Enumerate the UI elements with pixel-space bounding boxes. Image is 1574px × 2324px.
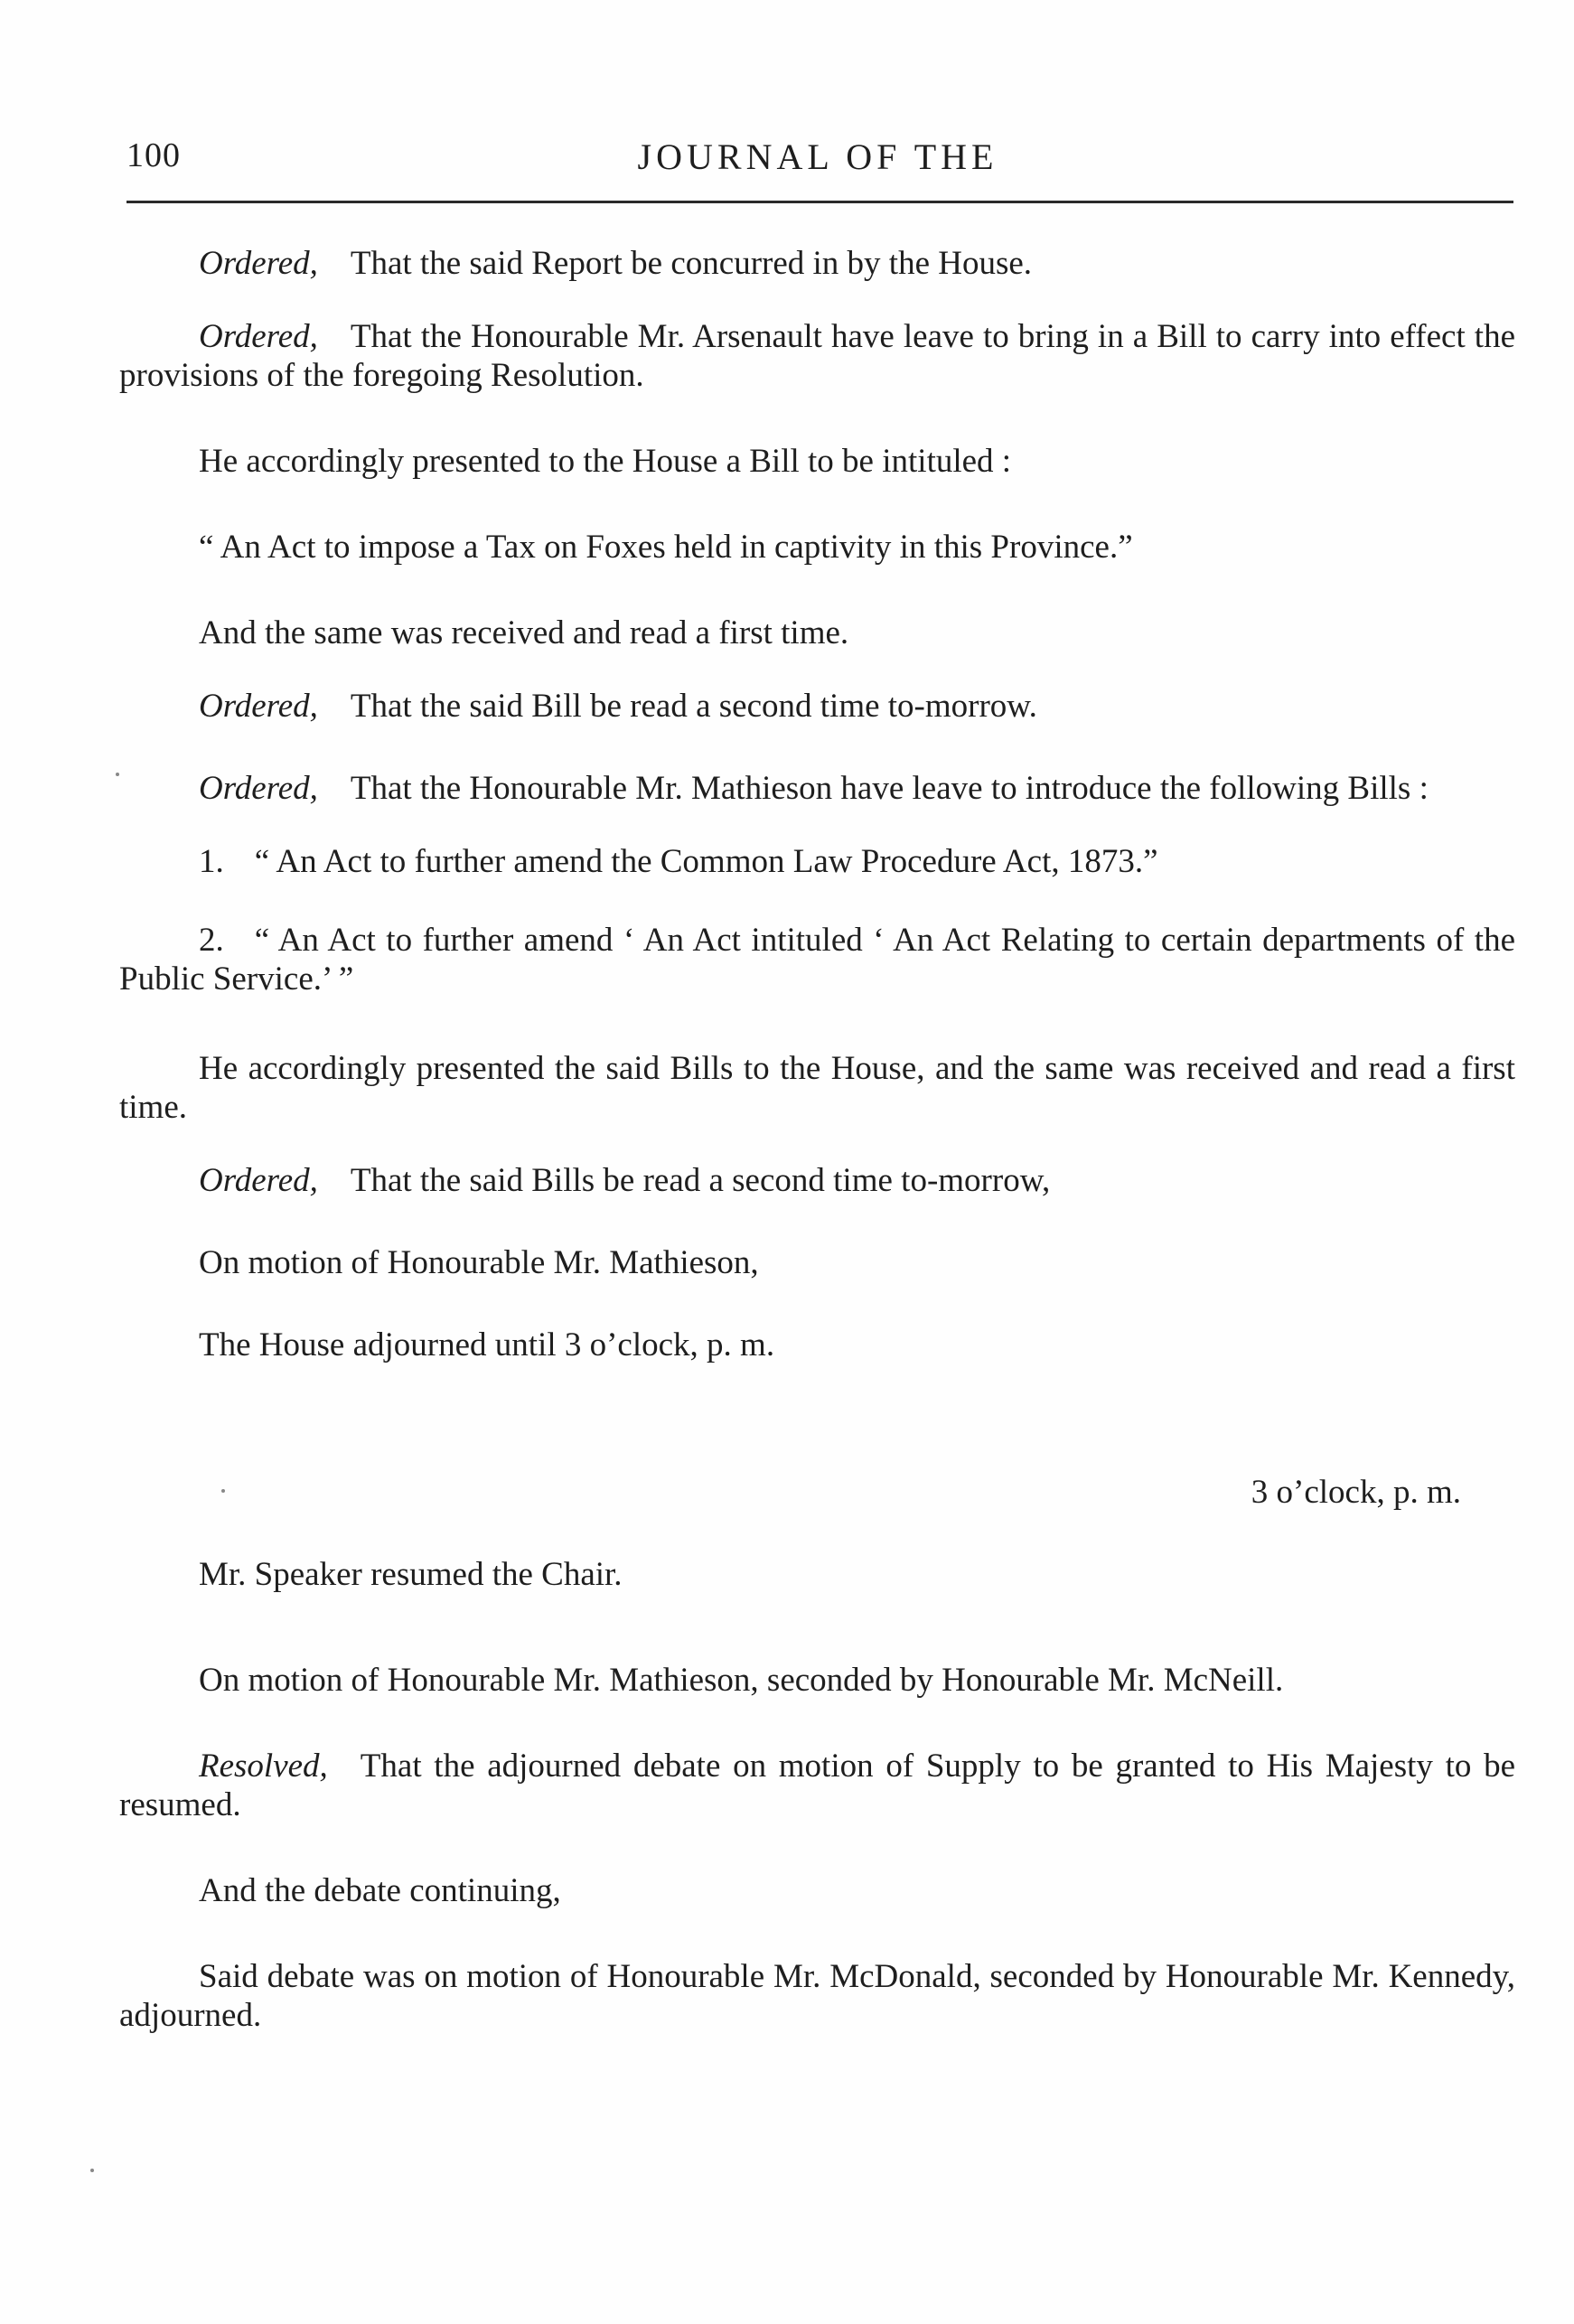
list-item-number: 2. <box>199 922 224 959</box>
paragraph-text: “ An Act to further amend ‘ An Act intituled ‘ An Act Relating to certain departments of the Public Service.’ ” <box>119 922 1515 998</box>
session-time-heading <box>119 1473 1515 1512</box>
paragraph-ordered-mathieson <box>119 769 1515 808</box>
paragraph-text: Said debate was on motion of Honourable Mr. McDonald, seconded by Honourable Mr. Kennedy, adjourned. <box>119 1958 1515 2034</box>
list-item-number: 1. <box>199 843 224 880</box>
paragraph-lead: Ordered, <box>199 245 318 282</box>
paragraph-text: He accordingly presented to the House a Bill to be intituled : <box>199 443 1012 480</box>
paragraph-text: That the said Bills be read a second time to-morrow, <box>350 1162 1051 1199</box>
paragraph-ordered-second-reading <box>119 687 1515 726</box>
paragraph-text: That the adjourned debate on motion of Supply to be granted to His Majesty to be resumed. <box>119 1748 1515 1823</box>
paragraph-text: He accordingly presented the said Bills to the House, and the same was received and read a first time. <box>119 1050 1515 1126</box>
header-rule <box>126 201 1513 203</box>
page-number: 100 <box>126 136 181 174</box>
paragraph-text: That the said Bill be read a second time to-morrow. <box>350 688 1037 725</box>
paragraph-text: 3 o’clock, p. m. <box>1251 1474 1461 1511</box>
page-header <box>126 136 1509 181</box>
paragraph-text: “ An Act to impose a Tax on Foxes held in captivity in this Province.” <box>199 529 1133 566</box>
paragraph-lead: Ordered, <box>199 770 318 807</box>
paragraph-debate-adjourned <box>119 1957 1515 2035</box>
paragraph-debate-continuing <box>119 1871 1515 1910</box>
paragraph-presented-bills <box>119 1049 1515 1127</box>
paragraph-speaker-resumed <box>119 1555 1515 1594</box>
paragraph-ordered-bills-second <box>119 1161 1515 1200</box>
paragraph-presented-bill <box>119 442 1515 481</box>
paragraph-first-reading <box>119 614 1515 652</box>
paragraph-lead: Ordered, <box>199 318 318 355</box>
paragraph-text: And the same was received and read a first time. <box>199 614 849 651</box>
paragraph-lead: Ordered, <box>199 688 318 725</box>
paragraph-lead: Ordered, <box>199 1162 318 1199</box>
bill-list-item-2 <box>119 921 1515 998</box>
running-head: JOURNAL OF THE <box>637 136 998 177</box>
print-speck <box>221 1489 225 1493</box>
paragraph-motion-seconded <box>119 1661 1515 1700</box>
print-speck <box>90 2169 94 2172</box>
paragraph-text: The House adjourned until 3 o’clock, p. m. <box>199 1326 775 1363</box>
paragraph-text: “ An Act to further amend the Common Law Procedure Act, 1873.” <box>254 843 1158 880</box>
paragraph-resolved-supply <box>119 1747 1515 1824</box>
paragraph-lead: Resolved, <box>199 1748 328 1785</box>
journal-body <box>119 244 1515 2035</box>
bill-title-fox-tax <box>119 528 1515 567</box>
paragraph-text: On motion of Honourable Mr. Mathieson, <box>199 1244 759 1281</box>
paragraph-text: And the debate continuing, <box>199 1872 561 1909</box>
paragraph-ordered-arsenault <box>119 317 1515 395</box>
paragraph-motion-mathieson <box>119 1243 1515 1282</box>
paragraph-text: On motion of Honourable Mr. Mathieson, seconded by Honourable Mr. McNeill. <box>199 1662 1284 1699</box>
paragraph-text: That the said Report be concurred in by the House. <box>350 245 1033 282</box>
paragraph-text: That the Honourable Mr. Mathieson have leave to introduce the following Bills : <box>350 770 1429 807</box>
paragraph-house-adjourned <box>119 1326 1515 1364</box>
paragraph-text: Mr. Speaker resumed the Chair. <box>199 1556 623 1593</box>
bill-list-item-1 <box>119 842 1515 881</box>
paragraph-text: That the Honourable Mr. Arsenault have leave to bring in a Bill to carry into effect the provisions of the foregoing Resolution. <box>119 318 1515 394</box>
print-speck <box>116 773 119 776</box>
paragraph-ordered-concur <box>119 244 1515 283</box>
